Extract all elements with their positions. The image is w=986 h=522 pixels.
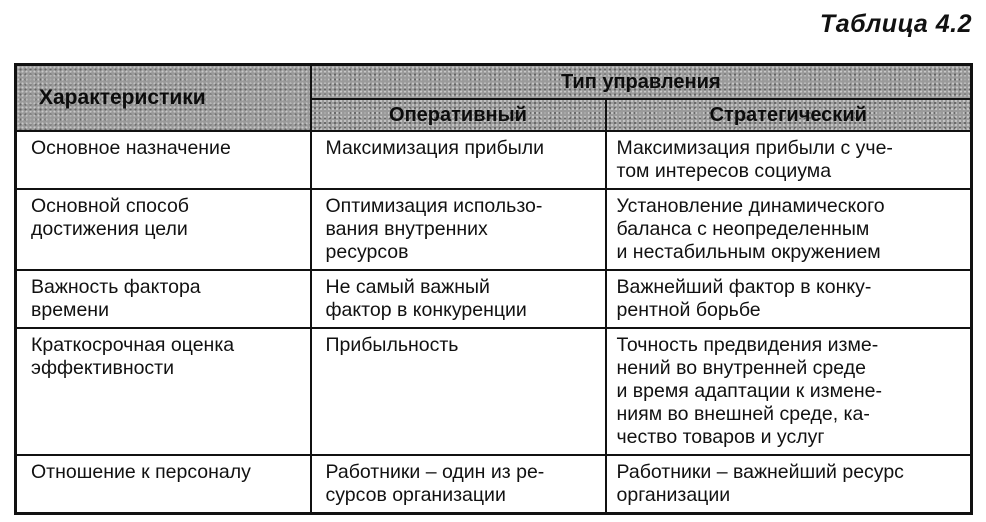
table-row — [16, 189, 972, 270]
cell-text-line: Работники – важнейший ресурс — [616, 461, 904, 483]
cell-text-line: Работники – один из ре- — [325, 461, 545, 483]
cell-operative — [311, 270, 606, 328]
header-characteristics: Характеристики — [16, 65, 311, 132]
cell-text-line: Установление динамического — [616, 195, 885, 217]
cell-text-line: вания внутренних — [325, 218, 488, 240]
cell-strategic — [606, 189, 972, 270]
comparison-table — [14, 63, 973, 515]
cell-strategic — [606, 455, 972, 514]
cell-text-line: сурсов организации — [325, 484, 506, 506]
cell-text-line: Оптимизация использо- — [325, 195, 543, 217]
table-header — [16, 65, 972, 132]
cell-text-line: организации — [616, 484, 731, 506]
cell-operative — [311, 131, 606, 189]
cell-characteristic — [16, 455, 311, 514]
cell-strategic — [606, 131, 972, 189]
cell-text-line: фактор в конкуренции — [325, 299, 527, 321]
cell-text-line: эффективности — [31, 357, 175, 379]
cell-characteristic — [16, 131, 311, 189]
cell-text-line: достижения цели — [31, 218, 188, 240]
header-operative: Оперативный — [311, 99, 606, 131]
cell-text-line: ниям во внешней среде, ка- — [616, 403, 870, 425]
cell-text-line: Важнейший фактор в конку- — [616, 276, 872, 298]
cell-text-line: Не самый важный — [325, 276, 490, 298]
table-caption: Таблица 4.2 — [819, 10, 972, 38]
header-strategic: Стратегический — [606, 99, 972, 131]
cell-text-line: Краткосрочная оценка — [31, 334, 235, 356]
cell-text-line: Отношение к персоналу — [31, 461, 251, 483]
cell-text-line: Точность предвидения изме- — [616, 334, 879, 356]
cell-characteristic — [16, 270, 311, 328]
cell-strategic — [606, 270, 972, 328]
table-row — [16, 455, 972, 514]
cell-strategic — [606, 328, 972, 455]
cell-text-line: том интересов социума — [616, 160, 832, 182]
cell-text-line: и нестабильным окружением — [616, 241, 881, 263]
cell-text-line: Важность фактора — [31, 276, 201, 298]
cell-characteristic — [16, 328, 311, 455]
table-row — [16, 270, 972, 328]
cell-text-line: ресурсов — [325, 241, 409, 263]
cell-text-line: Основное назначение — [31, 137, 231, 159]
table-row — [16, 328, 972, 455]
cell-text-line: Максимизация прибыли с уче- — [616, 137, 893, 159]
header-management-type: Тип управления — [311, 65, 972, 100]
cell-operative — [311, 189, 606, 270]
cell-characteristic — [16, 189, 311, 270]
table-row — [16, 131, 972, 189]
table-body — [16, 131, 972, 514]
cell-text-line: времени — [31, 299, 109, 321]
cell-text-line: баланса с неопределенным — [616, 218, 870, 240]
cell-text-line: Основной способ — [31, 195, 189, 217]
cell-operative — [311, 328, 606, 455]
cell-operative — [311, 455, 606, 514]
cell-text-line: чество товаров и услуг — [616, 426, 825, 448]
cell-text-line: рентной борьбе — [616, 299, 761, 321]
cell-text-line: Прибыльность — [325, 334, 459, 356]
cell-text-line: и время адаптации к измене- — [616, 380, 882, 402]
cell-text-line: Максимизация прибыли — [325, 137, 545, 159]
cell-text-line: нений во внутренней среде — [616, 357, 866, 379]
